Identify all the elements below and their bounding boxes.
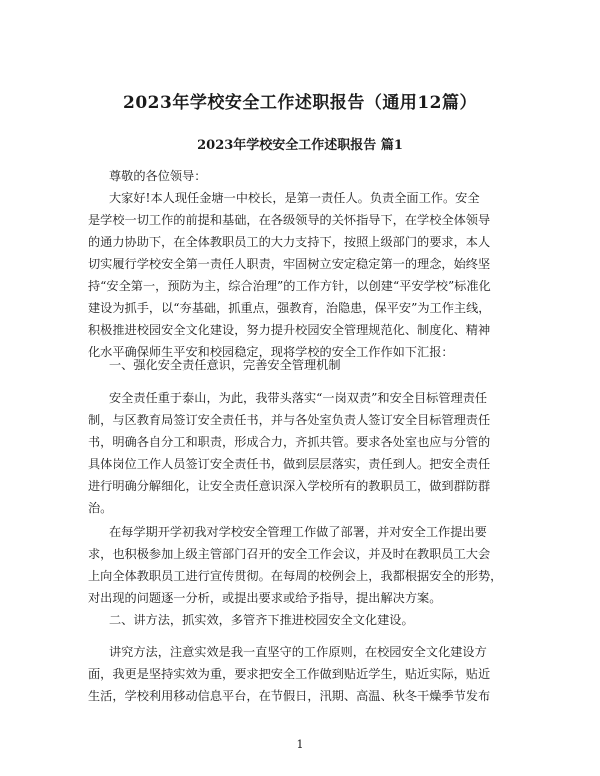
text-line: 制，与区教育局签订安全责任书，并与各处室负责人签订安全目标管理责任 xyxy=(88,413,491,427)
text-line: 治。 xyxy=(88,501,113,515)
page-number: 1 xyxy=(296,738,304,751)
section-heading-2 xyxy=(88,609,520,631)
section-heading-1 xyxy=(88,354,520,376)
text-line: 切实履行学校安全第一责任人职责，牢固树立安定稳定第一的理念，始终坚 xyxy=(88,257,491,271)
paragraph-methods xyxy=(88,641,520,707)
text-line: 化水平确保师生平安和校园稳定，现将学校的安全工作作如下汇报： xyxy=(88,345,454,359)
text-line: 上向全体教职员工进行宣传贯彻。在每周的校例会上，我都根据安全的形势， xyxy=(88,569,503,583)
heading-text: 二、讲方法，抓实效，多管齐下推进校园安全文化建设。 xyxy=(109,613,414,627)
salutation: 尊敬的各位领导： xyxy=(109,169,207,183)
text-line: 生活，学校利用移动信息平台，在节假日，汛期、高温、秋冬干燥季节发布 xyxy=(88,689,491,703)
text-line: 建设为抓手，以“夯基础，抓重点，强教育，治隐患，保平安”为工作主线， xyxy=(88,301,491,315)
document-title: 2023年学校安全工作述职报告（通用12篇） xyxy=(123,93,477,113)
text-line: 具体岗位工作人员签订安全责任书，做到层层落实，责任到人。把安全责任 xyxy=(88,457,491,471)
text-line: 积极推进校园安全文化建设，努力提升校园安全管理规范化、制度化、精神 xyxy=(88,323,491,337)
text-line: 在每学期开学初我对学校安全管理工作做了部署，并对安全工作提出要 xyxy=(109,525,487,539)
paragraph-intro xyxy=(88,187,520,363)
text-line: 是学校一切工作的前提和基础，在各级领导的关怀指导下，在学校全体领导 xyxy=(88,213,491,227)
text-line: 求，也积极参加上级主管部门召开的安全工作会议，并及时在教职员工大会 xyxy=(88,547,491,561)
text-line: 持“安全第一，预防为主，综合治理”的工作方针，以创建“平安学校”标准化 xyxy=(88,279,491,293)
paragraph-responsibility xyxy=(88,387,520,519)
text-line: 书，明确各自分工和职责，形成合力，齐抓共管。要求各处室也应与分管的 xyxy=(88,435,491,449)
text-line: 安全责任重于泰山，为此，我带头落实“一岗双责”和安全目标管理责任 xyxy=(109,391,488,405)
text-line: 面，我更是坚持实效为重，要求把安全工作做到贴近学生，贴近实际，贴近 xyxy=(88,667,491,681)
heading-text: 一、强化安全责任意识，完善安全管理机制 xyxy=(109,358,341,372)
text-line: 的通力协助下，在全体教职员工的大力支持下，按照上级部门的要求，本人 xyxy=(88,235,491,249)
text-line: 对出现的问题逐一分析，或提出要求或给予指导，提出解决方案。 xyxy=(88,591,442,605)
section-title: 2023年学校安全工作述职报告 篇1 xyxy=(197,138,403,153)
paragraph-semester xyxy=(88,521,520,609)
text-line: 讲究方法，注意实效是我一直坚守的工作原则，在校园安全文化建设方 xyxy=(109,645,487,659)
text-line: 进行明确分解细化，让安全责任意识深入学校所有的教职员工，做到群防群 xyxy=(88,479,491,493)
text-line: 大家好!本人现任金塘一中校长，是第一责任人。负责全面工作。安全 xyxy=(109,191,480,205)
